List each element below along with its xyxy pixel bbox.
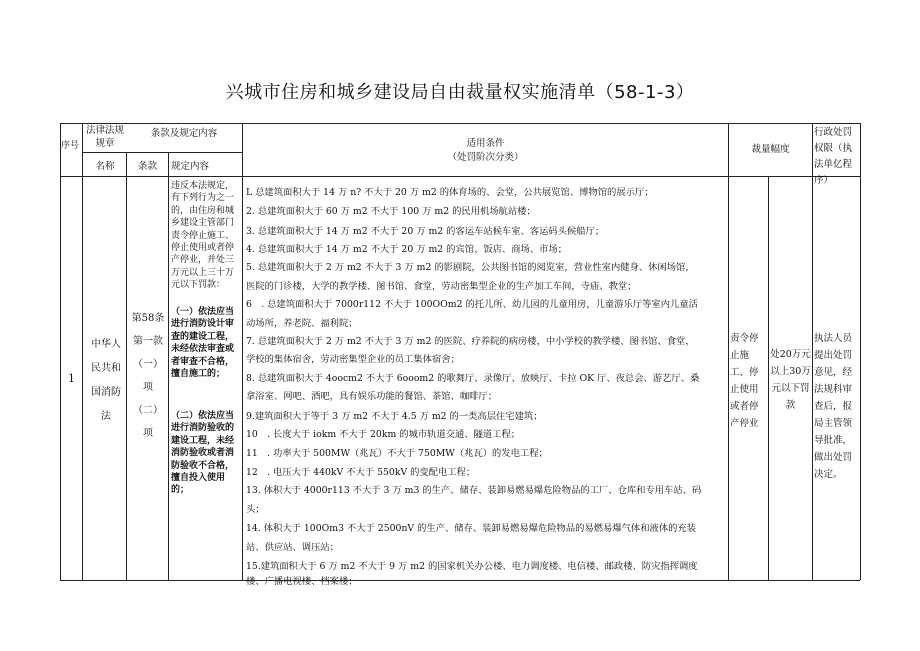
header-bottom-border [60,176,860,177]
header-divider [82,152,242,153]
condition-line: 2. 总建筑面积大于 60 万 m2 不大于 100 万 m2 的民用机场航站楼； [246,206,536,217]
header-law: 法律法规规章 [85,125,124,149]
header-name: 名称 [95,161,115,172]
content-item-1: （一）依法应当进行消防设计审查的建设工程，未经依法审查或者审查不合格，擅自施工的； [171,307,235,380]
content-intro: 违反本法规定，有下列行为之一的，由住房和城乡建设主管部门责令停止施工、停止使用或者停产停业，并处三万元以上三十万元以下罚款： [171,181,235,291]
header-articles: 条款及规定内容 [150,128,218,139]
condition-line: 站、供应站、调压站； [246,542,339,553]
col-border [860,123,861,580]
header-content: 规定内容 [171,161,210,172]
col-border [728,123,729,580]
procedure-text: 执法人员提出处罚意见，经法规科审查后，报局主管领导批准，做出处罚决定。 [814,333,853,480]
condition-line: 5. 总建筑面积大于 2 万 m2 不大于 3 万 m2 的影剧院，公共图书馆的阅览室，营业性室内健身、休闲场馆， [246,262,695,273]
condition-line: 10 . 长度大于 iokm 不大于 20km 的城市轨道交通、隧道工程； [246,429,521,440]
row-seq: 1 [68,372,75,385]
law-name: 中华人民共和国消防法 [91,339,121,422]
header-range: 裁量幅度 [751,144,790,155]
condition-line: 13. 体积大于 4000r113 不大于 3 万 m3 的生产、储存、装卸易燃易爆危险物品的工厂、仓库和专用车站、码 [246,485,702,496]
header-conditions-sub: （处罚阶次分类） [447,152,524,163]
col-border [812,123,813,580]
header-clause: 条款 [137,161,157,172]
page-title: 兴城市住房和城乡建设局自由裁量权实施清单（58-1-3） [225,82,695,103]
condition-line: 12 . 电压大于 440kV 不大于 550kV 的变配电工程； [246,467,476,478]
condition-line: L 总建筑面积大于 14 万 n? 不大于 20 万 m2 的体育场的、会堂，公共展览馆、博物馆的展示厅； [246,187,654,198]
condition-line: 8. 总建筑面积大于 4oocm2 不大于 6ooom2 的歌舞厅、录像厅、放映厅、卡拉 OK 厅、夜总会、游艺厅、桑 [246,373,700,384]
condition-line: 15.建筑面积大于 6 万 m2 不大于 9 万 m2 的国家机关办公楼、电力调度楼、电信楼、邮政楼、防灾指挥调度 [246,561,698,572]
condition-line: 3. 总建筑面积大于 14 万 m2 不大于 20 万 m2 的客运车站候车室、客运码头候船厅； [246,226,605,237]
clause-text: 第58条第一款（一）项（二）项 [131,313,165,439]
condition-line: 头； [246,504,265,515]
condition-line: 4. 总建筑面积大于 14 万 m2 不大于 20 万 m2 的宾馆、饭店、商场、市场； [246,244,568,255]
range-fine: 处20万元以上30万元以下罚款 [770,349,811,411]
table-top-border [60,123,860,124]
condition-line: 拿浴室、网吧、酒吧，具有娱乐功能的餐馆、茶馆、咖啡厅； [246,391,498,402]
col-border [768,176,769,580]
condition-line: 医院的门诊楼，大学的教学楼、图书馆、食堂，劳动密集型企业的生产加工车间，寺庙、教堂； [246,281,637,292]
header-conditions: 适用条件 [466,138,505,149]
content-item-2: （二）依法应当进行消防验收的建设工程，未经消防验收或者消防验收不合格，擅自投入使用的； [171,411,235,496]
col-border [168,152,169,580]
col-border [242,123,243,580]
range-measure: 责令停止施工、停止使用或者停产停业 [730,333,759,429]
condition-line: 14. 体积大于 100Om3 不大于 2500nV 的生产、储存、装卸易燃易爆危险物品的易燃易爆气体和液体的充装 [246,523,697,534]
condition-line: 7. 总建筑面积大于 2 万 m2 不大于 3 万 m2 的医院、疗养院的病房楼，中小学校的教学楼、图书馆、食堂， [246,336,695,347]
condition-line: 9.建筑面积大于等于 3 万 m2 不大于 4.5 万 m2 的一类高层住宅建筑； [246,411,543,422]
header-procedure: 行政处罚权限（执法单亿程序） [814,127,853,186]
col-border [60,123,61,580]
condition-line: 学校的集体宿舍，劳动密集型企业的员工集体宿舍； [246,354,460,365]
condition-line: 6 . 总建筑面积大于 7000r112 不大于 100OOm2 的托儿所、幼儿园的儿童用房，儿童游乐厅等室内儿童活 [246,299,698,310]
condition-line: 动场所，养老院、福利院； [246,318,358,329]
condition-line: 楼、广播电视楼、档案楼； [246,576,358,587]
condition-line: 11 . 功率大于 500MW（兆瓦）不大于 750MW（兆瓦）的发电工程； [246,448,548,459]
header-seq: 序号 [61,141,80,151]
col-border [82,123,83,580]
col-border [126,152,127,580]
